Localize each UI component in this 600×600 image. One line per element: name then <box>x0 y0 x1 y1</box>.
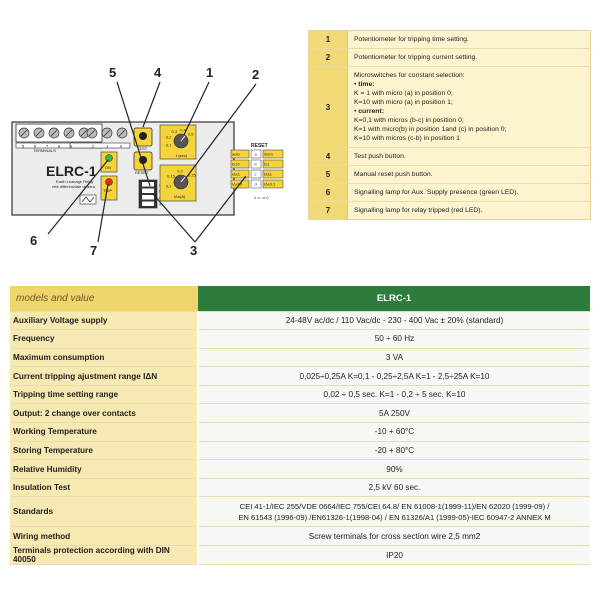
potentiometer-scale-label: 0,5 <box>187 131 194 137</box>
dip-switch[interactable] <box>142 189 154 194</box>
terminal-number: 9 <box>70 143 73 149</box>
legend-text: Potentiometer for tripping current setting. <box>354 54 478 61</box>
legend-current-line: K=1 with micro(b) in position 1and (c) in position 0; <box>354 126 507 133</box>
dip-switch[interactable] <box>142 195 154 200</box>
device-subtitle-2: relè differenziale di terra <box>52 184 95 189</box>
switch-table-left: tx10 <box>232 161 240 167</box>
device-subtitle-1: Earth Leakage Relay <box>56 179 94 184</box>
spec-value: 0,02 ÷ 0,5 sec. K=1 - 0,2 ÷ 5 sec. K=10 <box>198 385 590 404</box>
spec-value: -20 + 80°C <box>198 441 590 460</box>
switch-table-mid: c <box>254 171 257 177</box>
standards-line-1: CEI 41-1/IEC 255/VDE 0664/IEC 755/CEI 64.8/ EN 61008-1(1999-11)/EN 62020 (1999-09) / <box>239 501 550 511</box>
legend-time-line: K = 1 with micro (a) in position 0; <box>354 90 453 97</box>
spec-value: 24-48V ac/dc / 110 Vac/dc - 230 - 400 Vac ± 20% (standard) <box>198 311 590 330</box>
spec-key: Standards <box>10 497 198 527</box>
spec-row <box>10 385 590 404</box>
on-label: ON <box>105 165 111 170</box>
spec-key: Insulation Test <box>10 478 198 497</box>
legend-row <box>309 184 590 202</box>
legend-row <box>309 31 590 49</box>
legend-current-head: current: <box>358 108 384 115</box>
switch-table-mid: b <box>254 161 257 167</box>
legend-table <box>308 30 591 220</box>
terminal-number: 2 <box>92 143 95 149</box>
spec-key: Frequency <box>10 330 198 349</box>
legend-num: 2 <box>309 49 348 66</box>
terminal-number: 0 <box>120 143 123 149</box>
potentiometer-scale-label: 0,1 <box>165 142 172 148</box>
spec-row <box>10 497 590 527</box>
switch-table-right: IΔx0,1 <box>264 181 276 187</box>
legend-current-line: K=10 with micros (c-b) in position 1 <box>354 135 460 142</box>
callout-4: 4 <box>154 65 162 80</box>
spec-row <box>10 527 590 546</box>
potentiometer-scale-label: 0,3 <box>171 128 178 134</box>
spec-value: 3 VA <box>198 348 590 367</box>
switch-table-right: mem <box>264 151 273 157</box>
callout-5: 5 <box>109 65 117 80</box>
spec-row <box>10 441 590 460</box>
spec-header-models: models and value <box>10 286 198 311</box>
potentiometer-scale-label: 0,2 <box>165 134 172 140</box>
spec-key: Auxiliary Voltage supply <box>10 311 198 330</box>
terminals-label: TERMINALS <box>33 148 56 153</box>
spec-header-row <box>10 286 590 311</box>
spec-value: -10 + 60°C <box>198 423 590 442</box>
spec-key: Wiring method <box>10 527 198 546</box>
current-unit-label: IΔn(A) <box>174 194 186 199</box>
legend-current-line: K=0,1 with micros (b-c) in position 0; <box>354 117 464 124</box>
switch-table-title: RESET <box>251 143 268 149</box>
spec-row <box>10 460 590 479</box>
legend-text: Manual reset push button. <box>354 171 433 178</box>
legend-row <box>309 67 590 148</box>
terminal-number: 1 <box>106 143 109 149</box>
spec-row <box>10 478 590 497</box>
on-led-green <box>106 155 113 162</box>
spec-key: Maximum consumption <box>10 348 198 367</box>
spec-row <box>10 404 590 423</box>
legend-num: 5 <box>309 166 348 183</box>
legend-num: 3 <box>309 67 348 147</box>
spec-value: 90% <box>198 460 590 479</box>
potentiometer-scale-label: 0,25 <box>187 172 196 178</box>
legend-row <box>309 166 590 184</box>
legend-text: Signalling lamp for Aux. Supply presence (green LED). <box>354 189 519 196</box>
legend-text: Potentiometer for tripping time setting. <box>354 36 469 43</box>
callout-7: 7 <box>90 243 98 258</box>
spec-value: Screw terminals for cross section wire 2,5 mm2 <box>198 527 590 546</box>
legend-row <box>309 202 590 219</box>
legend-num: 6 <box>309 184 348 201</box>
callout-3: 3 <box>190 243 198 258</box>
terminal-number: 8 <box>58 143 61 149</box>
spec-key: Current tripping ajustment range IΔN <box>10 367 198 386</box>
switch-table-footer: 1 ⇐ ⇒ 0 <box>254 195 269 200</box>
legend-text-microswitches: Microswitches for constant selection: • time: K = 1 with micro (a) in position 0; K=10 with micro (a) in position 1; • current: K=0,1 with micros (b-c) in position 0; K=1 with micro(b) in position 1and (c) in position 0; K=10 with micros (c-b) in position 1 <box>354 72 507 142</box>
terminal-number: 5 <box>22 143 25 149</box>
spec-value: 5A 250V <box>198 404 590 423</box>
dip-switch-label: d <box>159 201 162 207</box>
switch-table-mid: a <box>254 151 257 157</box>
spec-key: Relative Humidity <box>10 460 198 479</box>
spec-row <box>10 423 590 442</box>
dip-switch[interactable] <box>142 182 154 187</box>
spec-key: Working Temperature <box>10 423 198 442</box>
potentiometer-scale-label: 0,1 <box>165 183 172 189</box>
trip-label: TRIP <box>103 188 113 193</box>
spec-key: Output: 2 change over contacts <box>10 404 198 423</box>
legend-num: 1 <box>309 31 348 48</box>
spec-table <box>10 286 590 565</box>
spec-row <box>10 330 590 349</box>
terminal-number: 6 <box>34 143 37 149</box>
spec-key: Tripping time setting range <box>10 385 198 404</box>
time-unit-label: t (sec) <box>176 153 188 158</box>
potentiometer-scale-label: 0,2 <box>177 168 183 174</box>
switch-table-left: auto <box>232 151 240 157</box>
legend-text: Signalling lamp for relay tripped (red LED). <box>354 207 483 214</box>
spec-row <box>10 367 590 386</box>
legend-intro: Microswitches for constant selection: <box>354 72 465 79</box>
spec-header-model-name: ELRC-1 <box>198 286 590 311</box>
legend-time-line: K=10 with micro (a) in position 1; <box>354 99 453 106</box>
spec-row <box>10 348 590 367</box>
switch-table-left: IΔx10 <box>232 181 243 187</box>
spec-value-standards <box>198 497 590 527</box>
spec-row <box>10 311 590 330</box>
callout-2: 2 <box>252 67 260 82</box>
spec-value: 0,025÷0,25A K=0,1 - 0,25÷2,5A K=1 - 2,5÷25A K=10 <box>198 367 590 386</box>
dip-switch[interactable] <box>142 202 154 207</box>
potentiometer-scale-label: 0,4 <box>180 127 186 133</box>
terminal-number: 7 <box>46 143 49 149</box>
switch-table-mid: d <box>254 181 257 187</box>
potentiometer-scale-label: 0,15 <box>167 173 175 179</box>
legend-row <box>309 49 590 67</box>
spec-value: 2,5 kV 60 sec. <box>198 478 590 497</box>
spec-value: IP20 <box>198 546 590 565</box>
device-diagram <box>0 0 300 280</box>
spec-key: Terminals protection according with DIN 40050 <box>10 546 198 565</box>
switch-table-left: IΔx1 <box>232 171 241 177</box>
reset-label-small: RESET <box>135 170 149 175</box>
spec-row <box>10 546 590 565</box>
spec-key: Storing Temperature <box>10 441 198 460</box>
legend-row <box>309 148 590 166</box>
legend-num: 7 <box>309 202 348 219</box>
switch-table-right: IΔx1 <box>264 171 273 177</box>
switch-table-right: tx1 <box>264 161 270 167</box>
legend-text: Test push button. <box>354 153 406 160</box>
spec-value: 50 ÷ 60 Hz <box>198 330 590 349</box>
trip-led-red <box>106 179 113 186</box>
legend-num: 4 <box>309 148 348 165</box>
callout-6: 6 <box>30 233 38 248</box>
legend-time-head: time: <box>358 81 375 88</box>
device-title: ELRC-1 <box>46 163 97 179</box>
standards-line-2: EN 61543 (1996-09) /EN61326-1(1998-04) / EN 61326/A1 (1999-05)-IEC 60947-2 ANNEX M <box>238 512 551 522</box>
test-label: TEST <box>137 146 148 151</box>
callout-1: 1 <box>206 65 214 80</box>
